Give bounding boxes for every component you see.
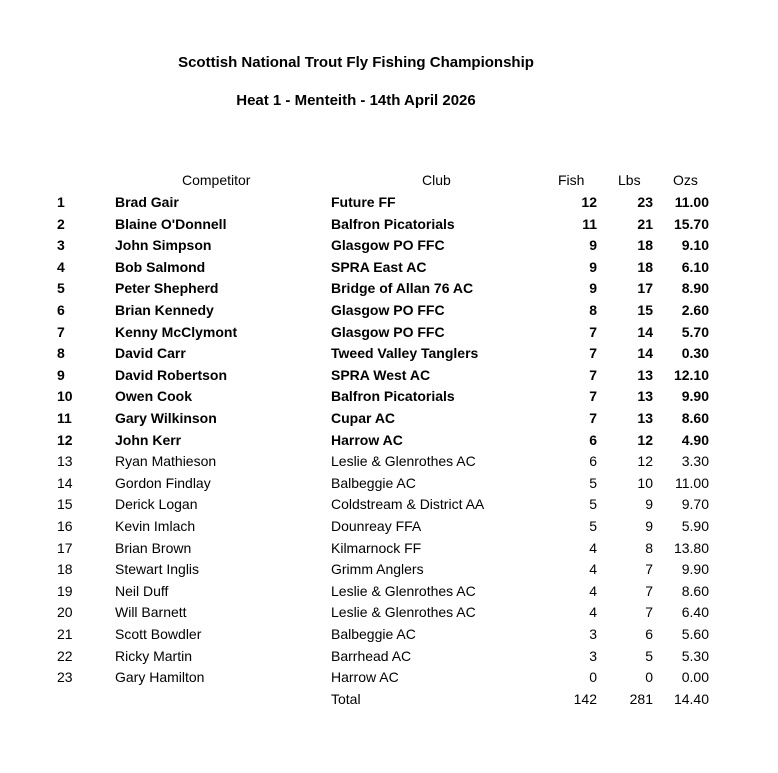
fish-cell: 7: [589, 388, 597, 405]
table-row: [0, 648, 778, 670]
club-cell: Tweed Valley Tanglers: [331, 345, 479, 362]
club-cell: Glasgow PO FFC: [331, 302, 445, 318]
ozs-cell: 5.60: [681, 626, 709, 642]
table-row: [0, 345, 778, 367]
ozs-cell: 12.10: [673, 366, 709, 383]
fish-cell: 0: [589, 669, 597, 686]
competitor-cell: John Kerr: [115, 431, 182, 448]
ozs-cell: 5.90: [681, 518, 709, 534]
club-cell: Leslie & Glenrothes AC: [331, 453, 476, 470]
rank-cell: 10: [57, 388, 73, 405]
competitor-cell: Derick Logan: [115, 496, 198, 513]
rank-cell: 19: [57, 582, 73, 599]
header-ozs: Ozs: [673, 172, 698, 188]
ozs-cell: 13.80: [673, 539, 709, 556]
competitor-cell: Brad Gair: [115, 194, 179, 210]
competitor-cell: Peter Shepherd: [115, 280, 219, 297]
lbs-cell: 14: [637, 345, 653, 362]
table-row: [0, 259, 778, 281]
competitor-cell: Kevin Imlach: [115, 518, 196, 534]
lbs-cell: 14: [637, 323, 653, 340]
table-row: [0, 324, 778, 346]
table-row: [0, 237, 778, 259]
club-cell: Leslie & Glenrothes AC: [331, 582, 476, 599]
ozs-cell: 8.60: [681, 410, 709, 426]
ozs-cell: 6.40: [681, 604, 709, 621]
rank-cell: 18: [57, 561, 73, 578]
table-row: [0, 626, 778, 648]
club-cell: SPRA West AC: [331, 366, 431, 383]
header-fish: Fish: [558, 172, 585, 188]
competitor-cell: Gary Wilkinson: [115, 410, 217, 426]
club-cell: Harrow AC: [331, 669, 399, 686]
club-cell: Glasgow PO FFC: [331, 323, 445, 340]
club-cell: Barrhead AC: [331, 647, 412, 664]
fish-cell: 4: [589, 539, 597, 556]
club-cell: Dounreay FFA: [331, 518, 422, 534]
ozs-cell: 8.90: [681, 280, 709, 297]
header-lbs: Lbs: [618, 172, 641, 188]
total-label: Total: [331, 691, 361, 707]
total-lbs: 281: [629, 691, 653, 707]
competitor-cell: Will Barnett: [115, 604, 187, 621]
club-cell: Balbeggie AC: [331, 626, 416, 642]
rank-cell: 6: [57, 302, 65, 318]
rank-cell: 13: [57, 453, 73, 470]
ozs-cell: 0.00: [681, 669, 709, 686]
table-row: [0, 216, 778, 238]
rank-cell: 4: [57, 258, 65, 275]
fish-cell: 12: [581, 194, 597, 210]
competitor-cell: Kenny McClymont: [115, 323, 238, 340]
rank-cell: 5: [57, 280, 65, 297]
page-title: Scottish National Trout Fly Fishing Championship: [178, 54, 534, 71]
competitor-cell: John Simpson: [115, 237, 212, 254]
fish-cell: 5: [589, 474, 597, 491]
lbs-cell: 9: [645, 496, 653, 513]
lbs-cell: 23: [637, 194, 653, 210]
rank-cell: 1: [57, 194, 65, 210]
table-row: [0, 194, 778, 216]
club-cell: Cupar AC: [331, 410, 396, 426]
ozs-cell: 6.10: [681, 258, 709, 275]
fish-cell: 7: [589, 323, 597, 340]
ozs-cell: 0.30: [681, 345, 709, 362]
rank-cell: 2: [57, 215, 65, 232]
club-cell: Grimm Anglers: [331, 561, 424, 578]
lbs-cell: 9: [645, 518, 653, 534]
ozs-cell: 2.60: [681, 302, 709, 318]
competitor-cell: Neil Duff: [115, 582, 169, 599]
competitor-cell: Owen Cook: [115, 388, 193, 405]
fish-cell: 8: [589, 302, 597, 318]
fish-cell: 4: [589, 561, 597, 578]
fish-cell: 9: [589, 280, 597, 297]
competitor-cell: Blaine O'Donnell: [115, 215, 227, 232]
table-row: [0, 475, 778, 497]
ozs-cell: 9.90: [681, 388, 709, 405]
fish-cell: 9: [589, 237, 597, 254]
competitor-cell: Gary Hamilton: [115, 669, 205, 686]
fish-cell: 6: [589, 431, 597, 448]
competitor-cell: Stewart Inglis: [115, 561, 200, 578]
club-cell: Future FF: [331, 194, 396, 210]
lbs-cell: 15: [637, 302, 653, 318]
competitor-cell: Brian Kennedy: [115, 302, 214, 318]
club-cell: Glasgow PO FFC: [331, 237, 445, 254]
table-row: [0, 540, 778, 562]
rank-cell: 23: [57, 669, 73, 686]
competitor-cell: David Robertson: [115, 366, 228, 383]
fish-cell: 6: [589, 453, 597, 470]
ozs-cell: 15.70: [673, 215, 709, 232]
ozs-cell: 4.90: [681, 431, 709, 448]
header-competitor: Competitor: [182, 172, 251, 188]
table-row: [0, 453, 778, 475]
ozs-cell: 11.00: [674, 194, 709, 210]
rank-cell: 12: [57, 431, 73, 448]
lbs-cell: 13: [637, 388, 653, 405]
table-row: [0, 280, 778, 302]
fish-cell: 7: [589, 410, 597, 426]
rank-cell: 3: [57, 237, 65, 254]
rank-cell: 20: [57, 604, 73, 621]
ozs-cell: 9.70: [681, 496, 709, 513]
lbs-cell: 7: [645, 582, 653, 599]
competitor-cell: David Carr: [115, 345, 186, 362]
rank-cell: 8: [57, 345, 65, 362]
fish-cell: 7: [589, 366, 597, 383]
table-row: [0, 669, 778, 691]
lbs-cell: 5: [645, 647, 653, 664]
ozs-cell: 9.10: [681, 237, 709, 254]
lbs-cell: 6: [645, 626, 653, 642]
lbs-cell: 7: [645, 561, 653, 578]
competitor-cell: Scott Bowdler: [115, 626, 202, 642]
lbs-cell: 10: [637, 474, 653, 491]
ozs-cell: 8.60: [681, 582, 709, 599]
fish-cell: 3: [589, 647, 597, 664]
club-cell: Bridge of Allan 76 AC: [331, 280, 474, 297]
total-ozs: 14.40: [673, 691, 709, 707]
fish-cell: 3: [589, 626, 597, 642]
lbs-cell: 18: [637, 237, 653, 254]
fish-cell: 4: [589, 582, 597, 599]
table-row: [0, 410, 778, 432]
table-row: [0, 432, 778, 454]
table-row: [0, 302, 778, 324]
table-row: [0, 604, 778, 626]
competitor-cell: Gordon Findlay: [115, 474, 211, 491]
club-cell: Coldstream & District AA: [331, 496, 485, 513]
competitor-cell: Brian Brown: [115, 539, 192, 556]
lbs-cell: 7: [645, 604, 653, 621]
competitor-cell: Bob Salmond: [115, 258, 206, 275]
fish-cell: 5: [589, 518, 597, 534]
rank-cell: 17: [57, 539, 73, 556]
rank-cell: 16: [57, 518, 73, 534]
total-row: [0, 691, 778, 713]
rank-cell: 22: [57, 647, 73, 664]
table-row: [0, 388, 778, 410]
rank-cell: 21: [57, 626, 73, 642]
rank-cell: 9: [57, 366, 65, 383]
fish-cell: 9: [589, 258, 597, 275]
ozs-cell: 11.00: [675, 474, 709, 491]
lbs-cell: 18: [637, 258, 653, 275]
club-cell: Leslie & Glenrothes AC: [331, 604, 476, 621]
lbs-cell: 0: [645, 669, 653, 686]
table-row: [0, 518, 778, 540]
rank-cell: 14: [57, 474, 73, 491]
fish-cell: 7: [589, 345, 597, 362]
lbs-cell: 13: [637, 366, 653, 383]
rank-cell: 15: [57, 496, 73, 513]
lbs-cell: 12: [637, 453, 653, 470]
lbs-cell: 8: [645, 539, 653, 556]
competitor-cell: Ricky Martin: [115, 647, 193, 664]
table-row: [0, 496, 778, 518]
fish-cell: 4: [589, 604, 597, 621]
ozs-cell: 3.30: [681, 453, 709, 470]
competitor-cell: Ryan Mathieson: [115, 453, 217, 470]
lbs-cell: 17: [637, 280, 653, 297]
table-row: [0, 367, 778, 389]
club-cell: Balfron Picatorials: [331, 215, 455, 232]
club-cell: SPRA East AC: [331, 258, 427, 275]
fish-cell: 11: [582, 215, 597, 232]
rank-cell: 7: [57, 323, 65, 340]
club-cell: Balbeggie AC: [331, 474, 416, 491]
page-subtitle: Heat 1 - Menteith - 14th April 2026: [236, 92, 476, 109]
club-cell: Kilmarnock FF: [331, 539, 422, 556]
club-cell: Balfron Picatorials: [331, 388, 455, 405]
fish-cell: 5: [589, 496, 597, 513]
ozs-cell: 5.70: [681, 323, 709, 340]
table-row: [0, 561, 778, 583]
lbs-cell: 13: [637, 410, 653, 426]
ozs-cell: 9.90: [681, 561, 709, 578]
lbs-cell: 12: [637, 431, 653, 448]
table-row: [0, 583, 778, 605]
header-club: Club: [422, 172, 451, 188]
ozs-cell: 5.30: [681, 647, 709, 664]
club-cell: Harrow AC: [331, 431, 403, 448]
total-fish: 142: [573, 691, 597, 707]
lbs-cell: 21: [637, 215, 653, 232]
rank-cell: 11: [57, 410, 72, 426]
